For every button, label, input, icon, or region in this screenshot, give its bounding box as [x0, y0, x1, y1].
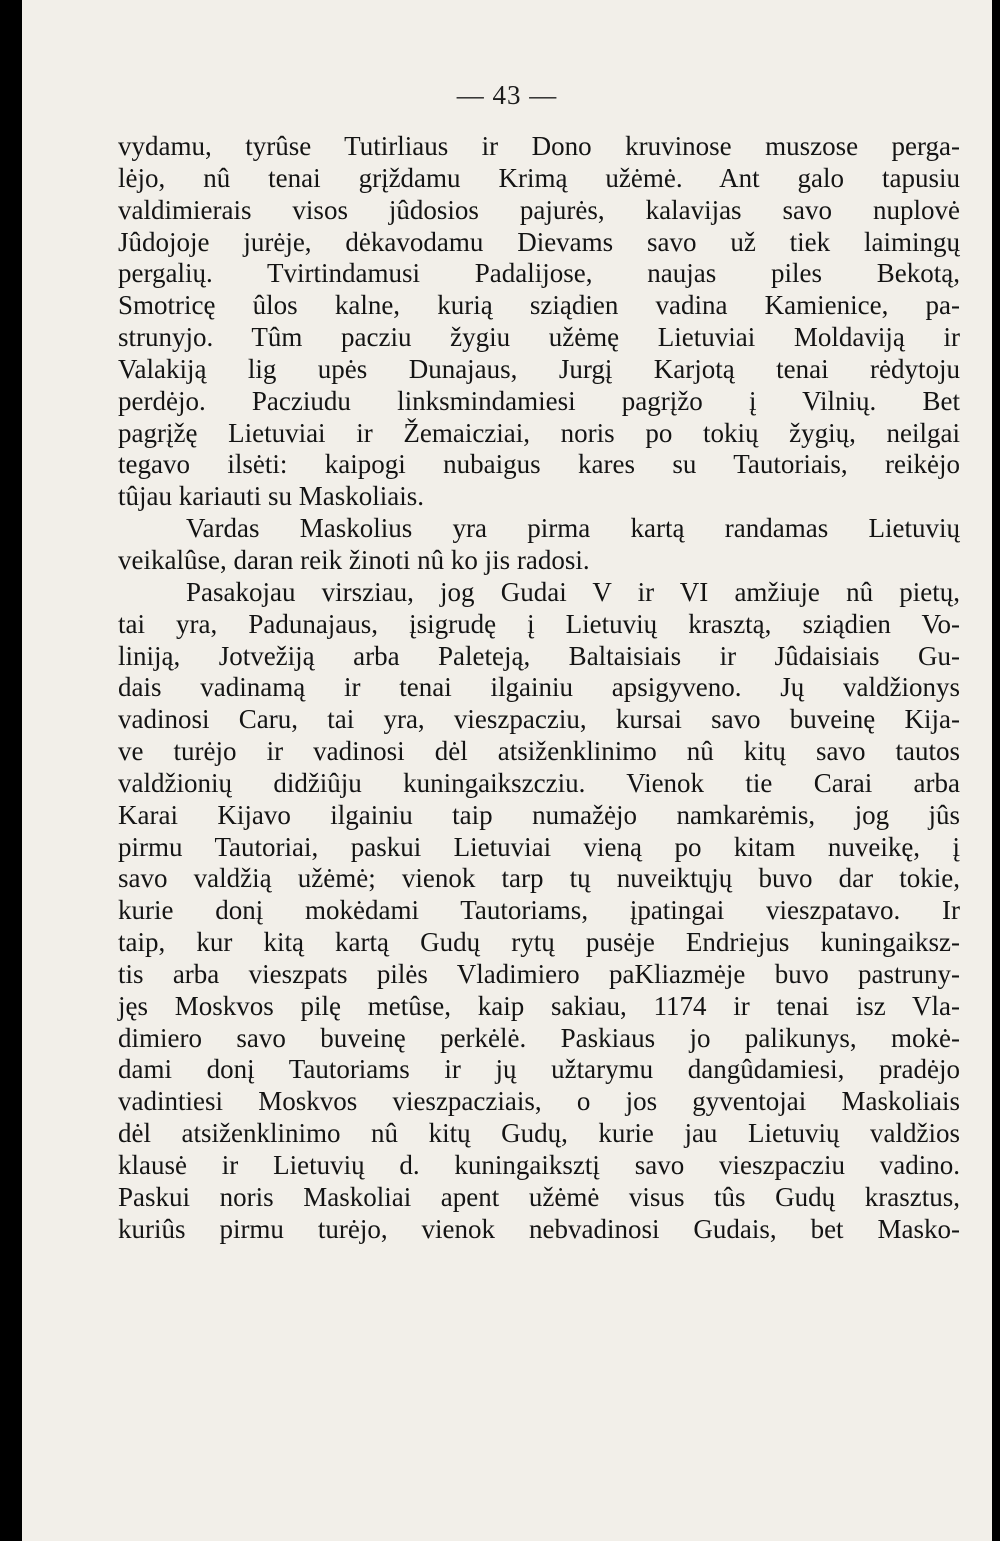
text-line: valdžionių didžiûju kuningaikszcziu. Vienok tie Carai arba: [118, 767, 960, 798]
text-line: dami donį Tautoriams ir jų užtarymu dangûdamiesi, pradėjo: [118, 1054, 960, 1085]
text-line: dais vadinamą ir tenai ilgainiu apsigyveno. Jų valdžionys: [118, 672, 960, 703]
text-line: tegavo ilsėti: kaipogi nubaigus kares su Tautoriais, reikėjo: [118, 449, 960, 480]
text-line: Paskui noris Maskoliai apent užėmė visus tûs Gudų krasztus,: [118, 1181, 960, 1212]
text-line: tis arba vieszpats pilės Vladimiero paKliazmėje buvo pastruny-: [118, 958, 960, 989]
text-line: Jûdojoje jurėje, dėkavodamu Dievams savo už tiek laimingų: [118, 226, 960, 257]
text-line: valdimierais visos jûdosios pajurės, kalavijas savo nuplovė: [118, 194, 960, 225]
page-number: — 43 —: [456, 80, 558, 110]
text-line: tai yra, Padunajaus, įsigrudę į Lietuvių krasztą, sziądien Vo-: [118, 608, 960, 639]
text-line: vadinosi Caru, tai yra, vieszpacziu, kursai savo buveinę Kija-: [118, 704, 960, 735]
text-line: liniją, Jotvežiją arba Paleteją, Baltaisiais ir Jûdaisiais Gu-: [118, 640, 960, 671]
text-line: taip, kur kitą kartą Gudų rytų pusėje Endriejus kuningaiksz-: [118, 927, 960, 958]
text-line: pagrįžę Lietuviai ir Žemaicziai, noris po tokių žygių, neilgai: [118, 417, 960, 448]
text-line: ve turėjo ir vadinosi dėl atsiženklinimo nû kitų savo tautos: [118, 736, 960, 767]
text-line: dimiero savo buveinę perkėlė. Paskiaus jo palikunys, mokė-: [118, 1022, 960, 1053]
text-line: pergalių. Tvirtindamusi Padalijose, naujas piles Bekotą,: [118, 258, 960, 289]
text-line: lėjo, nû tenai grįždamu Krimą užėmė. Ant galo tapusiu: [118, 162, 960, 193]
text-line: vydamu, tyrûse Tutirliaus ir Dono kruvinose muszose perga-: [118, 131, 960, 161]
text-line: pirmu Tautoriai, paskui Lietuviai vieną po kitam nuveikę, į: [118, 831, 960, 862]
text-line: klausė ir Lietuvių d. kuningaiksztį savo vieszpacziu vadino.: [118, 1150, 960, 1180]
body-text: [118, 131, 960, 1246]
text-line: Smotricę ûlos kalne, kurią sziądien vadina Kamienice, pa-: [118, 290, 960, 321]
text-line: kurie donį mokėdami Tautoriams, įpatingai vieszpatavo. Ir: [118, 895, 960, 926]
text-line: vadintiesi Moskvos vieszpacziais, o jos gyventojai Maskoliais: [118, 1086, 960, 1117]
text-line: Karai Kijavo ilgainiu taip numažėjo namkarėmis, jog jûs: [118, 799, 960, 830]
text-line: perdėjo. Pacziudu linksmindamiesi pagrįžo į Vilnių. Bet: [118, 385, 960, 416]
text-line: kuriûs pirmu turėjo, vienok nebvadinosi Gudais, bet Masko-: [118, 1213, 960, 1244]
text-line: veikalûse, daran reik žinoti nû ko jis radosi.: [118, 544, 590, 575]
text-line: tûjau kariauti su Maskoliais.: [118, 481, 424, 512]
text-line: Pasakojau virsziau, jog Gudai V ir VI amžiuje nû pietų,: [186, 576, 960, 607]
text-line: Valakiją lig upės Dunajaus, Jurgį Karjotą tenai rėdytoju: [118, 353, 960, 384]
text-line: Vardas Maskolius yra pirma kartą randamas Lietuvių: [186, 513, 960, 544]
text-line: jęs Moskvos pilę metûse, kaip sakiau, 1174 ir tenai isz Vla-: [118, 990, 960, 1021]
text-line: strunyjo. Tûm pacziu žygiu užėmę Lietuviai Moldaviją ir: [118, 322, 960, 353]
text-line: savo valdžią užėmė; vienok tarp tų nuveiktųjų buvo dar tokie,: [118, 863, 960, 894]
book-page: [22, 0, 992, 1541]
text-line: dėl atsiženklinimo nû kitų Gudų, kurie jau Lietuvių valdžios: [118, 1118, 960, 1149]
